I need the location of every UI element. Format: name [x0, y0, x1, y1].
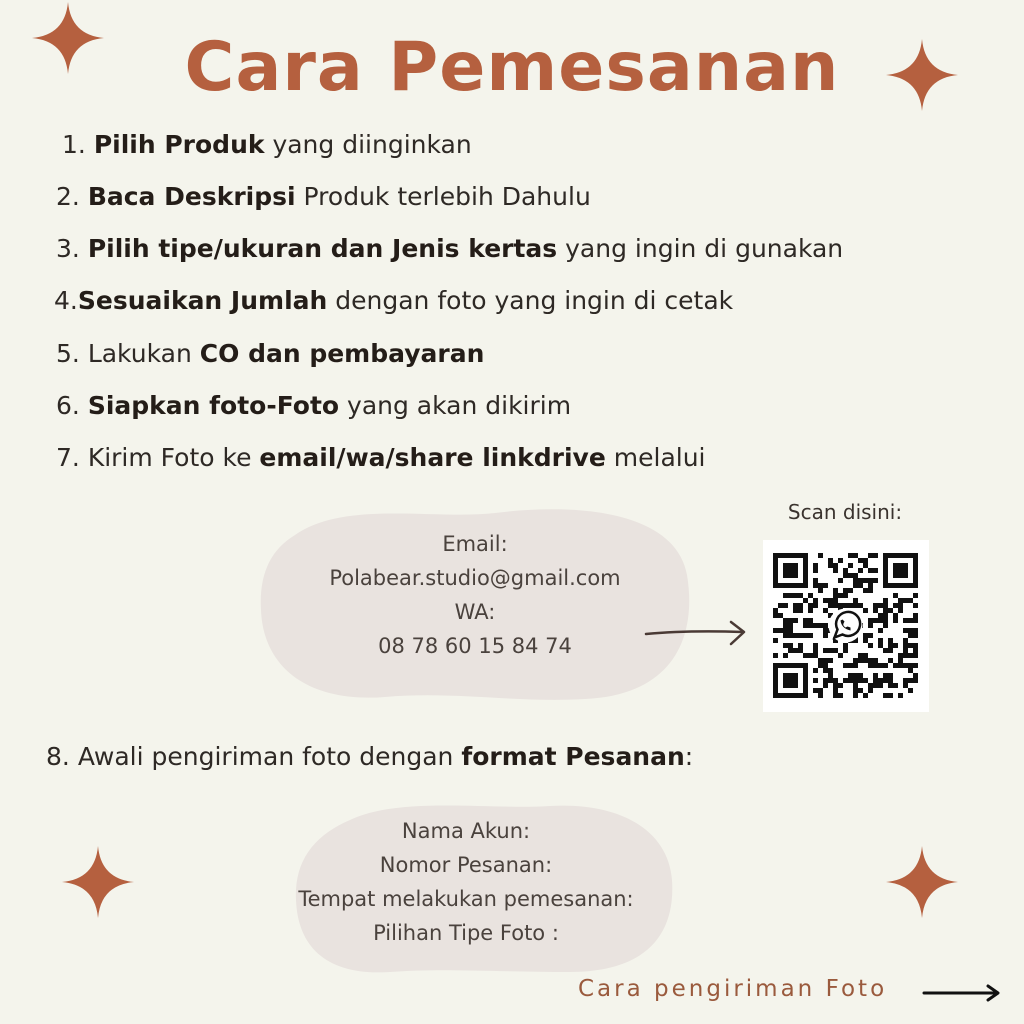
step-1: 1. Pilih Produk yang diinginkan — [62, 130, 472, 159]
sparkle-icon — [60, 844, 136, 920]
arrow-right-icon[interactable] — [922, 982, 1002, 1004]
qr-code-icon[interactable] — [763, 540, 929, 712]
step-8: 8. Awali pengiriman foto dengan format Pesanan: — [46, 742, 694, 771]
format-info — [290, 814, 642, 950]
wa-number[interactable]: 08 78 60 15 84 74 — [378, 634, 572, 658]
wa-label: WA: — [454, 600, 496, 624]
arrow-right-icon — [643, 618, 748, 648]
step-3: 3. Pilih tipe/ukuran dan Jenis kertas yang ingin di gunakan — [56, 234, 844, 263]
format-line-type: Pilihan Tipe Foto : — [373, 921, 559, 945]
step-7: 7. Kirim Foto ke email/wa/share linkdrive melalui — [56, 443, 706, 472]
step-4: 4.Sesuaikan Jumlah dengan foto yang ingin di cetak — [54, 286, 734, 315]
page-title: Cara Pemesanan — [184, 28, 840, 107]
format-line-order: Nomor Pesanan: — [379, 853, 553, 877]
format-line-place: Tempat melakukan pemesanan: — [298, 887, 634, 911]
email-label: Email: — [442, 532, 508, 556]
email-address[interactable]: Polabear.studio@gmail.com — [329, 566, 621, 590]
contact-info — [305, 527, 645, 663]
step-2: 2. Baca Deskripsi Produk terlebih Dahulu — [56, 182, 591, 211]
next-page-link[interactable]: Cara pengiriman Foto — [578, 976, 888, 1002]
format-line-account: Nama Akun: — [401, 819, 531, 843]
step-6: 6. Siapkan foto-Foto yang akan dikirim — [56, 391, 572, 420]
scan-label: Scan disini: — [787, 500, 903, 524]
step-5: 5. Lakukan CO dan pembayaran — [56, 339, 485, 368]
sparkle-icon — [884, 844, 960, 920]
